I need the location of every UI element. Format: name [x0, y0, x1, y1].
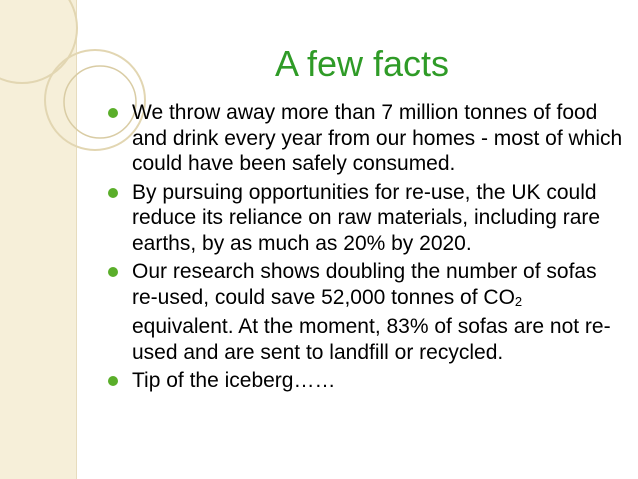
bullet-text: By pursuing opportunities for re-use, the UK could reduce its reliance on raw materials, including rare earths, by as much as 20% by 2020.: [132, 180, 601, 255]
bullet-item: [108, 180, 628, 257]
bullet-dot-icon: [108, 108, 118, 118]
bullet-text: Tip of the iceberg……: [132, 369, 336, 392]
slide-title: A few facts: [274, 43, 450, 84]
ornament-ring-large: [0, 0, 77, 83]
bullet-item: [108, 368, 628, 394]
bullet-text-before: Our research shows doubling the number of sofas re-used, could save 52,000 tonnes of CO: [132, 260, 597, 309]
bullet-text: We throw away more than 7 million tonnes of food and drink every year from our homes - most of which could have been safely consumed.: [132, 101, 623, 175]
bullet-item: [108, 100, 628, 177]
bullet-item: [108, 259, 628, 365]
bullet-dot-icon: [108, 376, 118, 386]
bullet-dot-icon: [108, 188, 118, 198]
bullet-dot-icon: [108, 267, 118, 277]
bullet-text-after: equivalent. At the moment, 83% of sofas are not re-used and are sent to landfill or recycled.: [132, 315, 611, 364]
bullet-list: [108, 100, 628, 397]
co2-subscript: 2: [514, 293, 523, 309]
